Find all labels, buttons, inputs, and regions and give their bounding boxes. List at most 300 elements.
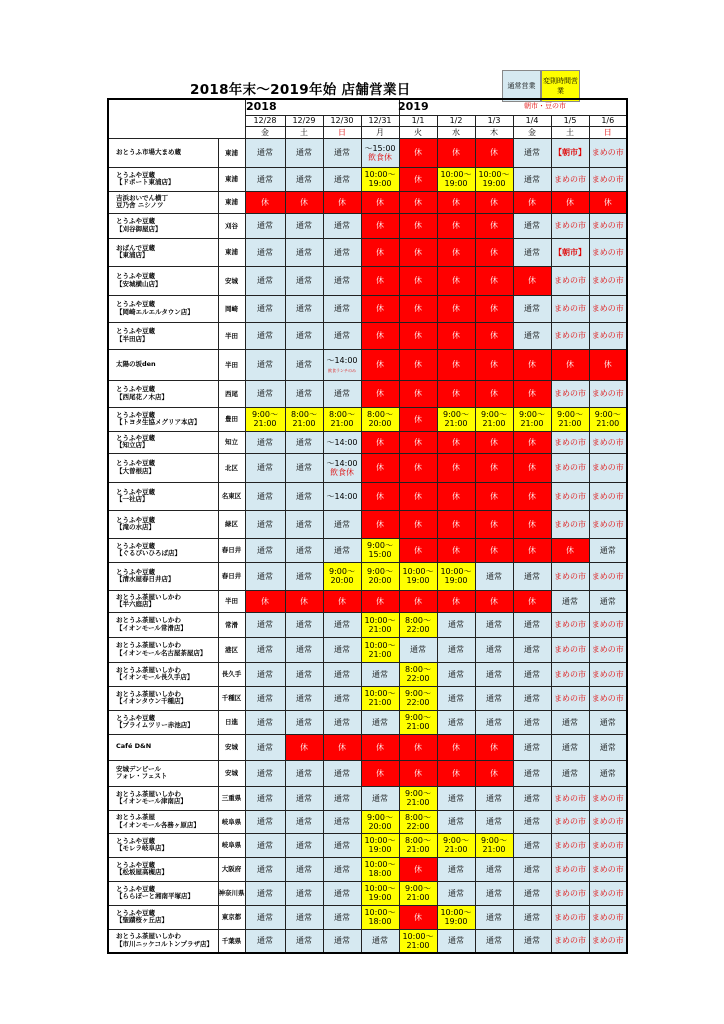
store-name-line: 【東浦店】	[116, 251, 149, 259]
close-time: 19:00	[406, 576, 430, 585]
store-area: 東浦	[218, 138, 245, 167]
store-name	[108, 760, 218, 786]
status-changed-hours	[361, 562, 399, 590]
status-normal: 通常	[245, 612, 285, 637]
status-mamenoichi: まめの市	[551, 786, 589, 810]
status-closed: 休	[399, 905, 437, 929]
weekday-header: 月	[361, 126, 399, 138]
store-name	[108, 905, 218, 929]
status-closed: 休	[437, 238, 475, 266]
status-closed: 休	[475, 538, 513, 562]
status-closed: 休	[361, 238, 399, 266]
store-name	[108, 191, 218, 213]
store-name-line: Café D&N	[116, 742, 152, 751]
status-normal: 通常	[285, 138, 323, 167]
status-normal: 通常	[285, 482, 323, 510]
store-area: 安城	[218, 734, 245, 760]
weekday-header: 金	[245, 126, 285, 138]
close-time: 21:00	[444, 419, 468, 428]
status-normal: 通常	[589, 710, 627, 734]
store-name	[108, 322, 218, 349]
status-closed: 休	[361, 482, 399, 510]
store-name-line: おとうふ茶屋	[116, 813, 155, 821]
store-name	[108, 510, 218, 538]
store-name-line: おとうふ茶屋いしかわ	[116, 641, 181, 649]
status-normal: 通常	[513, 637, 551, 662]
status-closed: 休	[399, 857, 437, 881]
store-name-line: とうふや豆蔵	[116, 410, 155, 419]
status-closed: 休	[323, 590, 361, 612]
close-time: 20:00	[330, 576, 354, 585]
open-time: 9:00～	[443, 410, 469, 419]
store-name-line: とうふや豆蔵	[116, 433, 155, 442]
store-name-line: おとうふ茶屋いしかわ	[116, 689, 181, 698]
status-normal: 通常	[475, 786, 513, 810]
date-header: 12/31	[361, 115, 399, 126]
status-mamenoichi: まめの市	[551, 810, 589, 833]
store-name-line: とうふや豆蔵	[116, 170, 155, 179]
store-area: 東浦	[218, 167, 245, 191]
close-time: 21:00	[406, 893, 430, 902]
store-name-line: おばんで豆蔵	[116, 243, 155, 252]
status-normal: 通常	[323, 662, 361, 686]
status-mamenoichi: まめの市	[589, 810, 627, 833]
store-name-line: 【プライムツリー赤池店】	[116, 721, 194, 729]
status-closed: 休	[513, 538, 551, 562]
weekday-header: 木	[475, 126, 513, 138]
store-area: 名東区	[218, 482, 245, 510]
status-normal: 通常	[437, 637, 475, 662]
status-mamenoichi: まめの市	[589, 662, 627, 686]
status-mamenoichi: まめの市	[551, 686, 589, 710]
store-name	[108, 857, 218, 881]
status-closed: 休	[361, 295, 399, 322]
open-time: 10:00～	[364, 615, 396, 625]
close-time: 21:00	[368, 698, 392, 707]
store-name	[108, 881, 218, 905]
open-time: 9:00～	[481, 410, 507, 419]
store-name	[108, 238, 218, 266]
status-closed: 休	[513, 191, 551, 213]
status-normal: 通常	[513, 857, 551, 881]
store-name-line: 【イオンモール長久手店】	[116, 673, 194, 681]
status-normal: ～14:00	[323, 482, 361, 510]
close-time: 19:00	[444, 576, 468, 585]
status-normal: 通常	[513, 612, 551, 637]
status-changed-hours	[361, 881, 399, 905]
status-normal: 通常	[513, 295, 551, 322]
store-name-line: 吉浜おいでん横丁	[116, 193, 168, 202]
status-normal: 通常	[323, 686, 361, 710]
store-name-line: おとうふ茶屋いしかわ	[116, 665, 181, 674]
store-row	[108, 760, 627, 786]
status-normal: 通常	[245, 686, 285, 710]
status-normal: 通常	[285, 810, 323, 833]
store-name	[108, 786, 218, 810]
status-mamenoichi: まめの市	[589, 905, 627, 929]
status-normal: 通常	[323, 710, 361, 734]
close-time: 21:00	[253, 419, 277, 428]
store-name-line: 【刈谷御屋店】	[116, 224, 162, 233]
status-closed: 休	[437, 760, 475, 786]
status-normal: 通常	[513, 710, 551, 734]
status-changed-hours	[399, 881, 437, 905]
store-area: 安城	[218, 760, 245, 786]
status-normal: 通常	[245, 380, 285, 407]
status-closed: 休	[513, 380, 551, 407]
status-mamenoichi: まめの市	[551, 453, 589, 482]
open-time: 9:00～	[519, 410, 545, 419]
store-name	[108, 407, 218, 431]
status-changed-hours	[361, 905, 399, 929]
store-name	[108, 482, 218, 510]
status-closed: 休	[437, 266, 475, 295]
close-time: 22:00	[406, 821, 430, 831]
status-mamenoichi: まめの市	[551, 857, 589, 881]
status-normal: 通常	[323, 266, 361, 295]
store-name-line: 安城デンビール	[116, 764, 161, 773]
status-normal: 通常	[589, 538, 627, 562]
status-changed-hours	[361, 857, 399, 881]
open-time: 10:00～	[402, 931, 434, 941]
status-normal: 通常	[437, 881, 475, 905]
status-closed: 休	[361, 590, 399, 612]
store-name-line: 【滝の水店】	[116, 523, 155, 531]
store-name-line: おとうふ市場大まめ蔵	[116, 147, 181, 156]
status-normal: 通常	[323, 322, 361, 349]
status-closed: 休	[437, 380, 475, 407]
status-closed: 休	[399, 407, 437, 431]
status-closed: 休	[513, 266, 551, 295]
status-normal: 通常	[513, 562, 551, 590]
status-normal: 通常	[285, 510, 323, 538]
status-closed: 休	[245, 590, 285, 612]
open-time: 8:00～	[405, 836, 431, 845]
store-name-line: とうふや豆蔵	[116, 713, 155, 722]
status-normal: 通常	[285, 538, 323, 562]
store-area: 長久手	[218, 662, 245, 686]
status-normal: 通常	[323, 213, 361, 238]
status-changed-hours	[437, 905, 475, 929]
status-normal: 通常	[361, 929, 399, 953]
open-time: 9:00～	[481, 836, 507, 845]
open-time: 9:00～	[329, 567, 355, 576]
status-normal: 通常	[475, 810, 513, 833]
store-row	[108, 538, 627, 562]
open-time: 8:00～	[405, 665, 431, 674]
status-normal: 通常	[437, 662, 475, 686]
status-normal: 通常	[399, 637, 437, 662]
store-name-line: とうふや豆蔵	[116, 487, 155, 496]
status-normal: 通常	[245, 138, 285, 167]
store-name	[108, 929, 218, 953]
close-time: 18:00	[368, 869, 392, 878]
store-row	[108, 238, 627, 266]
status-normal: 通常	[245, 295, 285, 322]
status-normal: 通常	[513, 905, 551, 929]
status-mamenoichi: まめの市	[589, 686, 627, 710]
status-closed: 休	[399, 295, 437, 322]
status-changed-hours	[399, 662, 437, 686]
open-time: 9:00～	[367, 567, 393, 576]
status-closed: 休	[399, 191, 437, 213]
status-closed: 休	[513, 431, 551, 453]
close-time: 20:00	[368, 419, 392, 428]
store-name-line: 【半六庭店】	[116, 600, 155, 608]
open-time: 8:00～	[329, 410, 355, 419]
store-name-line: 【モレラ岐阜店】	[116, 844, 168, 852]
store-area: 安城	[218, 266, 245, 295]
status-normal: 通常	[475, 686, 513, 710]
status-closed: 休	[361, 191, 399, 213]
status-changed-hours	[437, 407, 475, 431]
store-name-line: 【市川ニッケコルトンプラザ店】	[116, 939, 213, 948]
date-header: 1/1	[399, 115, 437, 126]
status-normal: 通常	[245, 562, 285, 590]
store-row	[108, 905, 627, 929]
status-normal: 通常	[245, 510, 285, 538]
weekday-header: 日	[589, 126, 627, 138]
status-normal: 通常	[285, 760, 323, 786]
status-changed-hours	[361, 538, 399, 562]
status-normal: 通常	[245, 929, 285, 953]
store-name-line: 【ドポート東浦店】	[116, 178, 175, 186]
status-closed: 休	[589, 349, 627, 380]
store-name-line: 【聖蹟桜ヶ丘店】	[116, 916, 168, 924]
status-normal: 通常	[475, 710, 513, 734]
store-name-line: おとうふ茶屋いしかわ	[116, 616, 181, 624]
status-closed: 休	[475, 590, 513, 612]
status-normal: 通常	[245, 213, 285, 238]
close-time: 21:00	[482, 419, 506, 428]
status-note: 飲食休	[368, 152, 392, 162]
status-normal: 通常	[437, 686, 475, 710]
open-time: 9:00～	[594, 410, 621, 419]
status-closed: 休	[437, 295, 475, 322]
header-corner	[108, 99, 245, 138]
status-normal: 通常	[285, 380, 323, 407]
date-header: 1/6	[589, 115, 627, 126]
status-changed-hours	[285, 407, 323, 431]
status-normal: 通常	[245, 431, 285, 453]
status-mamenoichi: まめの市	[589, 138, 627, 167]
status-closed: 休	[399, 213, 437, 238]
close-time: 19:00	[368, 893, 392, 902]
status-normal: 通常	[475, 662, 513, 686]
store-name-line: とうふや豆蔵	[116, 272, 155, 280]
store-row	[108, 295, 627, 322]
status-closed: 休	[513, 590, 551, 612]
status-closed: 休	[513, 482, 551, 510]
status-normal: 通常	[513, 881, 551, 905]
status-normal: 通常	[361, 786, 399, 810]
store-name-line: 【イオンモール名古屋茶屋店】	[116, 648, 207, 657]
store-name-line: 【イオンタウン千種店】	[116, 697, 188, 705]
close-time: 22:00	[406, 674, 430, 683]
status-normal: 通常	[513, 734, 551, 760]
store-name-line: とうふや豆蔵	[116, 836, 155, 845]
weekday-header: 日	[323, 126, 361, 138]
status-closed: 休	[399, 734, 437, 760]
status-normal: 通常	[245, 760, 285, 786]
status-normal: 通常	[285, 881, 323, 905]
weekday-header: 金	[513, 126, 551, 138]
store-row	[108, 138, 627, 167]
status-normal: 通常	[323, 637, 361, 662]
status-normal: 通常	[245, 881, 285, 905]
status-changed-hours	[437, 833, 475, 857]
store-row	[108, 686, 627, 710]
status-closed: 休	[323, 734, 361, 760]
status-mamenoichi: まめの市	[589, 881, 627, 905]
close-time: 21:00	[406, 722, 430, 731]
status-closed: 休	[285, 590, 323, 612]
store-name-line: 【ぐるぴいひろば店】	[116, 549, 181, 557]
status-normal: 通常	[285, 637, 323, 662]
status-closed: 休	[437, 453, 475, 482]
store-area: 大阪府	[218, 857, 245, 881]
store-row	[108, 734, 627, 760]
status-changed-hours	[399, 612, 437, 637]
status-mamenoichi: まめの市	[589, 482, 627, 510]
store-row	[108, 833, 627, 857]
schedule-table	[107, 98, 628, 954]
weekday-header: 土	[285, 126, 323, 138]
status-mamenoichi: まめの市	[551, 431, 589, 453]
status-mamenoichi: まめの市	[589, 453, 627, 482]
status-normal: 通常	[323, 538, 361, 562]
status-normal: 通常	[323, 760, 361, 786]
store-name	[108, 213, 218, 238]
status-normal: 通常	[475, 905, 513, 929]
status-normal: 通常	[475, 612, 513, 637]
status-normal: 通常	[285, 662, 323, 686]
store-name	[108, 590, 218, 612]
store-name	[108, 538, 218, 562]
store-row	[108, 857, 627, 881]
date-header: 1/2	[437, 115, 475, 126]
status-normal: 通常	[323, 238, 361, 266]
status-note: 飲食ランチのみ	[328, 367, 356, 373]
open-time: 10:00～	[440, 170, 472, 179]
status-normal: 通常	[285, 562, 323, 590]
store-area: 東浦	[218, 191, 245, 213]
status-mamenoichi: まめの市	[589, 167, 627, 191]
status-mamenoichi: まめの市	[551, 662, 589, 686]
store-name	[108, 662, 218, 686]
year-2019-label: 2019	[398, 100, 429, 113]
store-name	[108, 138, 218, 167]
status-changed-hours	[399, 710, 437, 734]
close-time: 22:00	[406, 698, 430, 707]
status-closed: 休	[513, 510, 551, 538]
store-name-line: 豆乃舎 ニシノツ	[116, 201, 164, 209]
store-name	[108, 167, 218, 191]
open-time: 10:00～	[364, 884, 396, 893]
year-2018-label: 2018	[246, 100, 277, 113]
status-normal: 通常	[361, 662, 399, 686]
store-name-line: とうふや豆蔵	[116, 459, 155, 467]
status-closed: 休	[399, 482, 437, 510]
status-limited	[361, 138, 399, 167]
status-normal: 通常	[245, 482, 285, 510]
status-changed-hours	[437, 167, 475, 191]
status-normal: 通常	[285, 167, 323, 191]
store-row	[108, 881, 627, 905]
open-time: 10:00～	[364, 170, 396, 179]
status-closed: 休	[399, 380, 437, 407]
status-closed: 休	[399, 453, 437, 482]
date-header: 12/28	[245, 115, 285, 126]
status-normal: 通常	[245, 662, 285, 686]
status-mamenoichi: まめの市	[551, 905, 589, 929]
status-changed-hours	[475, 833, 513, 857]
page-title: 2018年末～2019年始 店舗営業日	[190, 82, 411, 98]
date-header: 1/5	[551, 115, 589, 126]
status-normal: 通常	[323, 881, 361, 905]
status-changed-hours	[323, 562, 361, 590]
status-closed: 休	[475, 138, 513, 167]
status-closed: 休	[399, 431, 437, 453]
open-time: 9:00～	[405, 884, 431, 893]
status-normal: 通常	[285, 295, 323, 322]
status-normal: 通常	[285, 710, 323, 734]
status-changed-hours	[589, 407, 627, 431]
store-row	[108, 637, 627, 662]
status-mamenoichi: まめの市	[589, 929, 627, 953]
weekday-header: 水	[437, 126, 475, 138]
store-name-line: とうふや豆蔵	[116, 217, 155, 225]
status-closed: 休	[245, 191, 285, 213]
status-normal: 通常	[285, 431, 323, 453]
open-time: 9:00～	[557, 410, 583, 419]
status-normal: 通常	[513, 760, 551, 786]
status-closed: 休	[475, 380, 513, 407]
status-changed-hours	[361, 407, 399, 431]
open-time: 9:00～	[367, 541, 393, 550]
store-name-line: 【トヨタ生協メグリア本店】	[116, 418, 201, 426]
store-name-line: 【松坂屋高槻店】	[116, 868, 168, 876]
close-time: 21:00	[596, 419, 620, 428]
status-normal: 通常	[245, 905, 285, 929]
status-normal: 通常	[323, 167, 361, 191]
store-name-line: とうふや豆蔵	[116, 884, 155, 893]
store-name	[108, 266, 218, 295]
status-normal: 通常	[437, 710, 475, 734]
store-area: 知立	[218, 431, 245, 453]
status-closed: 休	[437, 349, 475, 380]
status-changed-hours	[437, 562, 475, 590]
status-closed: 休	[437, 538, 475, 562]
year-2019-cell	[399, 99, 627, 115]
open-time: 10:00～	[364, 860, 396, 869]
status-normal: 通常	[475, 857, 513, 881]
open-time: 9:00～	[367, 812, 393, 822]
status-normal: 通常	[323, 810, 361, 833]
close-time: 21:00	[406, 940, 430, 950]
date-header: 1/4	[513, 115, 551, 126]
store-row	[108, 453, 627, 482]
status-closed: 休	[475, 482, 513, 510]
status-closed: 休	[589, 191, 627, 213]
status-closed: 休	[361, 266, 399, 295]
status-changed-hours	[361, 686, 399, 710]
status-normal: 通常	[245, 637, 285, 662]
status-closed: 休	[475, 213, 513, 238]
close-time: 21:00	[482, 845, 506, 854]
store-name-line: とうふや豆蔵	[116, 385, 155, 393]
legend-normal: 通常営業	[502, 70, 541, 102]
